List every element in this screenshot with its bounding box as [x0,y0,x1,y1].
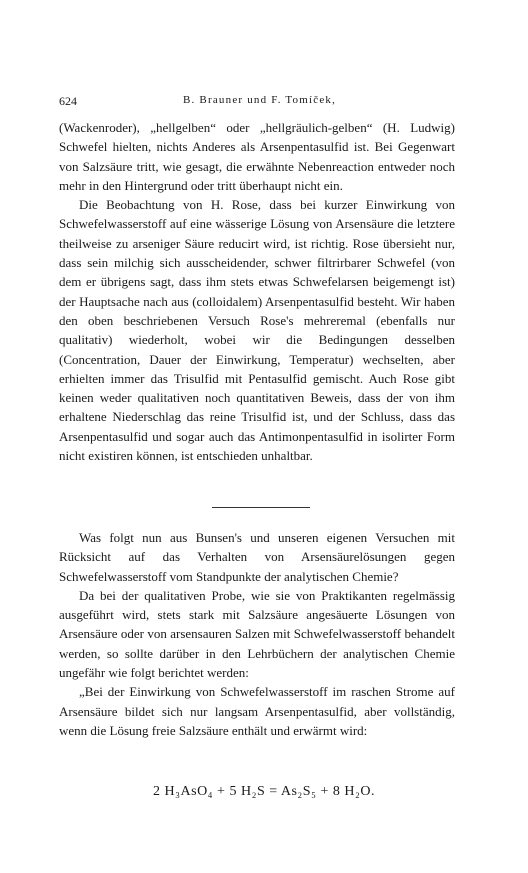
paragraph: „Bei der Einwirkung von Schwefelwasserstoff im raschen Strome auf Arsensäure bildet sich nur langsam Arsenpentasulfid, aber vollständig, wenn die Lösung freie Salzsäure enthält und erwärmt wird: [59,684,455,738]
paragraph: Was folgt nun aus Bunsen's und unseren eigenen Versuchen mit Rücksicht auf das Verhalten von Arsensäurelösungen gegen Schwefelwasserstoff vom Standpunkte der analytischen Chemie? [59,530,455,584]
page-header [59,94,455,110]
paragraph: Die Beobachtung von H. Rose, dass bei kurzer Einwirkung von Schwefelwasserstoff auf eine wässerige Lösung von Arsensäure die letztere theilweise zu arseniger Säure reducirt wird, ist richtig. Rose übersieht nur, dass sein milchig sich ausscheidender, schwer filtrirbarer Schwefel (von dem er übrigens sagt, dass ihm stets etwas Schwefelarsen beigemengt ist) der Hauptsache nach aus (colloidalem) Arsenpentasulfid besteht. Wir haben den oben beschriebenen Versuch Rose's mehreremal (ebenfalls nur qualitativ) wiederholt, wobei wir die Bedingungen desselben (Concentration, Dauer der Einwirkung, Temperatur) wechselten, aber erhielten immer das Trisulfid mit Pentasulfid gemischt. Auch Rose gibt keinen weder qualitativen noch quantitativen Beweis, dass der von ihm erhaltene Niederschlag das reine Trisulfid ist, und der Schluss, dass das Arsenpentasulfid und sogar auch das Antimonpentasulfid in isolirter Form nicht existiren können, ist entschieden unhaltbar. [59,197,455,464]
page-number: 624 [59,94,77,108]
paragraph: (Wackenroder), „hellgelben“ oder „hellgräulich-gelben“ (H. Ludwig) Schwefel hielten, nichts Anderes als Arsenpentasulfid ist. Bei Gegenwart von Salzsäure tritt, wie gesagt, die erwähnte Nebenreaction entweder noch mehr in den Hintergrund oder tritt überhaupt nicht ein. [59,120,455,193]
running-title: B. Brauner und F. Tomíček, [183,94,337,106]
section-divider [212,507,310,508]
text-block-top [59,118,455,465]
chemical-equation: 2 H₃AsO₄ + 5 H₂S = As₂S₅ + 8 H₂O. [153,784,375,799]
paragraph: Da bei der qualitativen Probe, wie sie von Praktikanten regelmässig ausgeführt wird, stets stark mit Salzsäure angesäuerte Lösungen von Arsensäure oder von arsensauren Salzen mit Schwefelwasserstoff behandelt werden, so sollte darüber in den Lehrbüchern der analytischen Chemie ungefähr wie folgt berichtet werden: [59,587,455,681]
text-block-bottom [59,528,455,740]
